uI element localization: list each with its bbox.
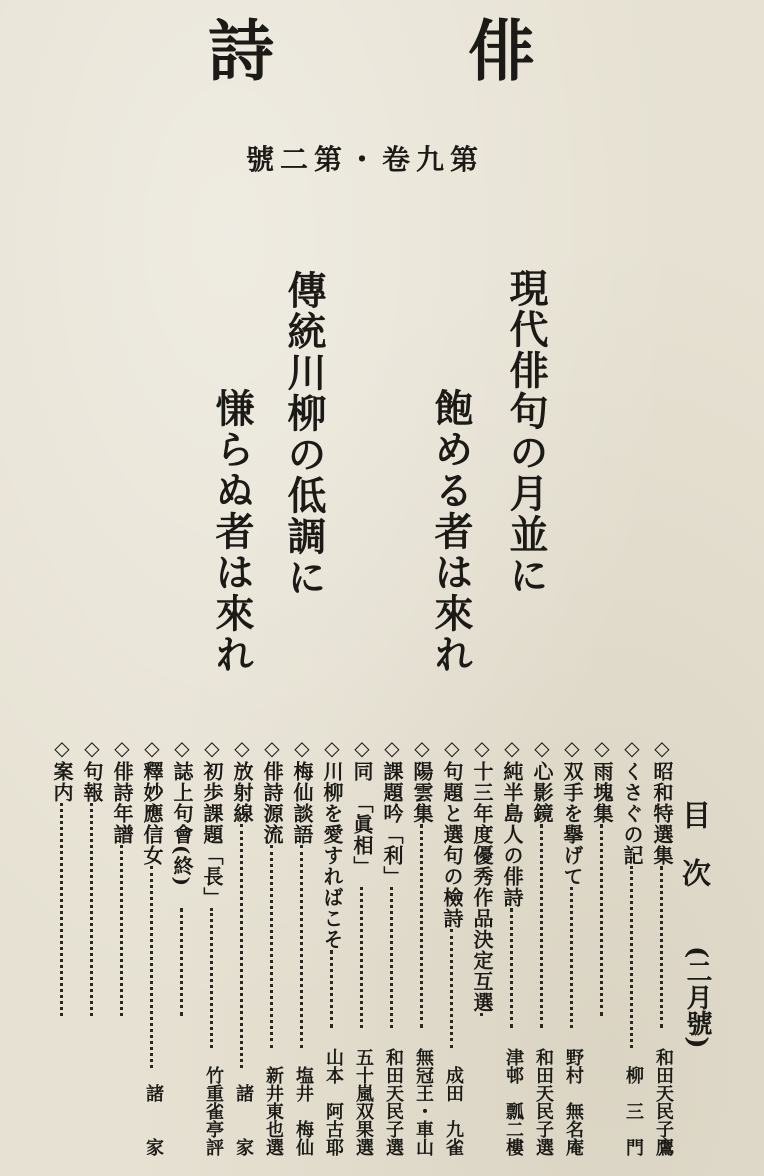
- toc-leader-dots: [60, 803, 63, 1016]
- toc-entry-title: ◇純半島人の俳詩: [500, 736, 524, 908]
- toc-leader-dots: [600, 824, 603, 1016]
- toc-issue-month: (二月號): [682, 946, 712, 1049]
- toc-entry-author: 和田天民子選: [383, 1048, 404, 1156]
- toc-entry-author: 和田天民子選: [533, 1048, 554, 1156]
- toc-entry-title: ◇梅仙談語: [290, 736, 314, 845]
- toc-entry: [76, 736, 106, 1156]
- slogan-line-4: 慊らぬ者は來れ: [209, 388, 255, 675]
- toc-entry-title: ◇十三年度優秀作品決定互選: [470, 736, 494, 1013]
- toc-entry: [616, 736, 646, 1156]
- title-char-2: 俳: [468, 12, 534, 90]
- toc-entry: [226, 736, 256, 1156]
- toc-leader-dots: [300, 845, 303, 1048]
- title-char-1: 詩: [208, 12, 274, 90]
- toc-leader-dots: [180, 908, 183, 1016]
- toc-entry: [556, 736, 586, 1156]
- toc-entry-title: ◇放射線: [230, 736, 254, 824]
- slogan-line-3: 傳統川柳の低調に: [281, 270, 327, 598]
- toc-entry-title: ◇昭和特選集: [650, 736, 674, 866]
- toc-entry: [196, 736, 226, 1156]
- toc-leader-dots: [540, 824, 543, 1028]
- toc-leader-dots: [240, 824, 243, 1068]
- toc-leader-dots: [330, 950, 333, 1028]
- toc-entry: [286, 736, 316, 1156]
- toc-entry: [106, 736, 136, 1156]
- toc-entry: [526, 736, 556, 1156]
- toc-entry-title: ◇心影鏡: [530, 736, 554, 824]
- toc-entry-author: 和田天民子鷹: [653, 1048, 674, 1156]
- toc-entry-title: ◇川柳を愛すればこそ: [320, 736, 344, 950]
- toc-leader-dots: [390, 887, 393, 1028]
- toc-entry-title: ◇俳詩年譜: [110, 736, 134, 845]
- toc-entry-author: 成田 九雀: [443, 1066, 464, 1156]
- toc-entry-author: 新井東也選: [263, 1066, 284, 1156]
- toc-leader-dots: [120, 845, 123, 1016]
- toc-entry: [496, 736, 526, 1156]
- toc-entry-author: 諸 家: [143, 1084, 164, 1156]
- toc-entry: [646, 736, 676, 1156]
- toc-entry: [256, 736, 286, 1156]
- toc-entry-title: ◇句報: [80, 736, 104, 803]
- toc-entry-title: ◇釋妙應信女: [140, 736, 164, 866]
- toc-entry: [406, 736, 436, 1156]
- toc-entry-title: ◇俳詩源流: [260, 736, 284, 845]
- toc-entry-author: 津邨 瓢二樓: [503, 1048, 524, 1156]
- toc-entry-title: ◇課題吟「利」: [380, 736, 404, 887]
- toc-entry-title: ◇同 「眞相」: [350, 736, 374, 877]
- slogan-line-1: 現代俳句の月並に: [503, 268, 549, 596]
- toc-leader-dots: [270, 845, 273, 1048]
- toc-entry: [46, 736, 76, 1156]
- toc-entry-author: 五十嵐双果選: [353, 1048, 374, 1156]
- toc-entry-title: ◇誌上句會(終): [170, 736, 194, 887]
- toc-leader-dots: [630, 866, 633, 1048]
- toc-leader-dots: [450, 929, 453, 1048]
- toc-heading: [678, 800, 712, 887]
- toc-entry: [166, 736, 196, 1156]
- toc-leader-dots: [420, 824, 423, 1028]
- toc-entry-title: ◇くさぐの記: [620, 736, 644, 866]
- toc-entry-title: ◇初歩課題「長」: [200, 736, 224, 908]
- table-of-contents: [36, 736, 676, 1166]
- toc-entry: [346, 736, 376, 1156]
- toc-leader-dots: [90, 803, 93, 1016]
- toc-entry-author: 竹重雀亭評: [203, 1066, 224, 1156]
- toc-leader-dots: [150, 866, 153, 1068]
- toc-entry-author: 野村 無名庵: [563, 1048, 584, 1156]
- toc-title: 目 次: [678, 800, 712, 887]
- toc-leader-dots: [570, 887, 573, 1028]
- toc-leader-dots: [360, 887, 363, 1028]
- slogan-line-2: 飽める者は來れ: [428, 388, 474, 675]
- toc-entry-author: 諸 家: [233, 1084, 254, 1156]
- toc-entry-title: ◇双手を擧げて: [560, 736, 584, 887]
- toc-entry: [136, 736, 166, 1156]
- toc-leader-dots: [480, 1013, 483, 1016]
- toc-entry: [586, 736, 616, 1156]
- toc-entry-author: 無冠王・車山: [413, 1048, 434, 1156]
- toc-entry: [466, 736, 496, 1156]
- issue-number: 號二第・卷九第: [246, 143, 485, 176]
- toc-leader-dots: [510, 908, 513, 1028]
- toc-list: [46, 736, 676, 1166]
- toc-entry: [436, 736, 466, 1156]
- toc-entry: [376, 736, 406, 1156]
- toc-entry-author: 柳 三 門: [623, 1066, 644, 1156]
- toc-leader-dots: [660, 866, 663, 1028]
- toc-entry: [316, 736, 346, 1156]
- toc-entry-author: 塩井 梅仙: [293, 1066, 314, 1156]
- toc-entry-title: ◇陽雲集: [410, 736, 434, 824]
- toc-leader-dots: [210, 908, 213, 1048]
- toc-entry-title: ◇雨塊集: [590, 736, 614, 824]
- toc-entry-author: 山本 阿古耶: [323, 1048, 344, 1156]
- toc-entry-title: ◇句題と選句の檢詩: [440, 736, 464, 929]
- toc-entry-title: ◇案内: [50, 736, 74, 803]
